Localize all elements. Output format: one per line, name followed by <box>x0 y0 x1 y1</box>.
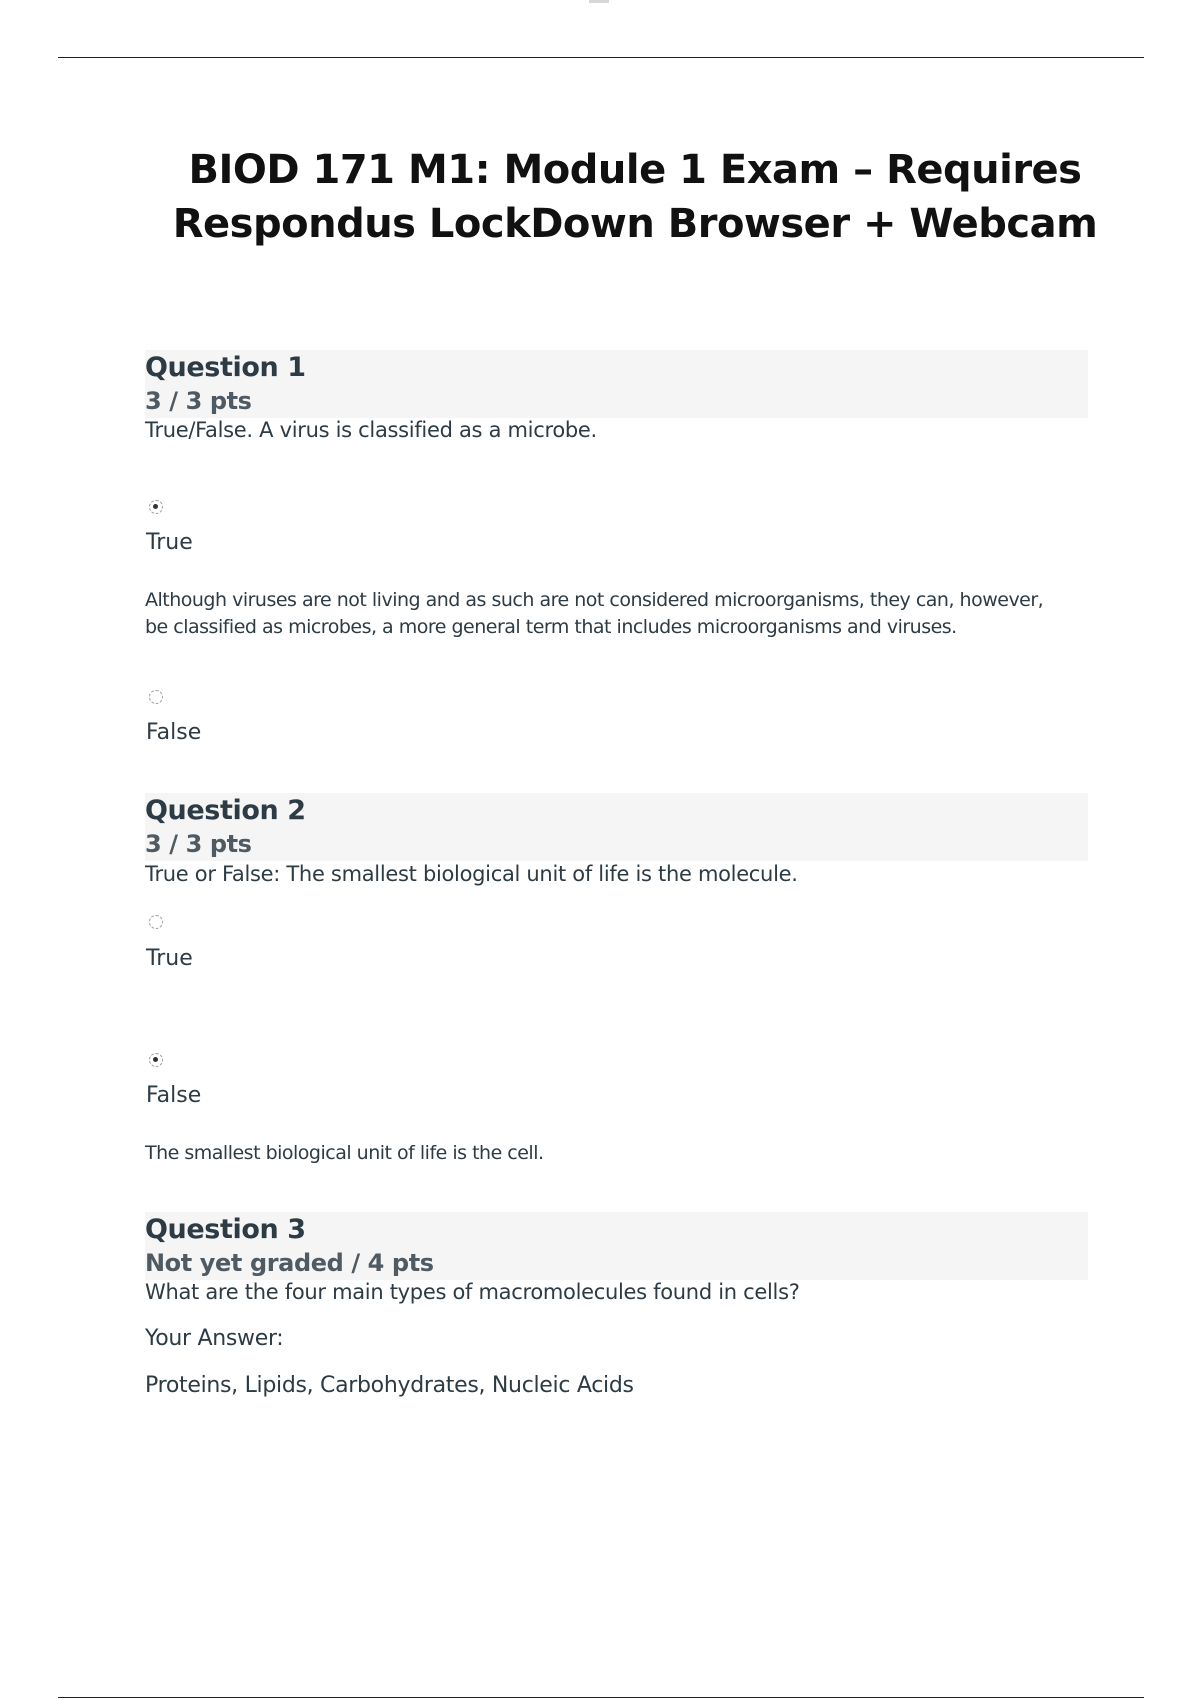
question-3-answer-label: Your Answer: <box>145 1326 284 1351</box>
question-2-header <box>145 793 1088 861</box>
page-top-mark <box>589 0 609 3</box>
question-2-option-false-radio[interactable] <box>149 1053 163 1067</box>
question-2-feedback: The smallest biological unit of life is the cell. <box>145 1142 544 1164</box>
question-1-points: 3 / 3 pts <box>145 387 252 415</box>
question-3-points: Not yet graded / 4 pts <box>145 1249 434 1277</box>
question-1-option-true-radio[interactable] <box>149 500 163 514</box>
header-rule <box>58 57 1144 58</box>
exam-title: BIOD 171 M1: Module 1 Exam – Requires Respondus LockDown Browser + Webcam <box>172 147 1098 247</box>
question-1-header <box>145 350 1088 418</box>
question-3-answer: Proteins, Lipids, Carbohydrates, Nucleic Acids <box>145 1373 634 1398</box>
question-1-option-false-label: False <box>146 720 202 745</box>
question-2-points: 3 / 3 pts <box>145 830 252 858</box>
footer-rule <box>58 1697 1144 1698</box>
question-2-prompt: True or False: The smallest biological unit of life is the molecule. <box>145 862 798 886</box>
question-2-option-false-label: False <box>146 1083 202 1108</box>
question-1-option-true-label: True <box>146 530 193 555</box>
question-2-option-true-radio[interactable] <box>149 915 163 929</box>
question-1-prompt: True/False. A virus is classified as a microbe. <box>145 418 597 442</box>
question-1-title: Question 1 <box>145 352 306 383</box>
question-2-option-true-label: True <box>146 946 193 971</box>
question-3-prompt: What are the four main types of macromolecules found in cells? <box>145 1280 800 1304</box>
question-3-title: Question 3 <box>145 1214 306 1245</box>
question-2-title: Question 2 <box>145 795 306 826</box>
question-1-option-false-radio[interactable] <box>149 690 163 704</box>
question-1-feedback: Although viruses are not living and as such are not considered microorganisms, they can, however, be classified as microbes, a more general term that includes microorganisms and viruses. <box>145 589 1044 638</box>
question-3-header <box>145 1212 1088 1280</box>
